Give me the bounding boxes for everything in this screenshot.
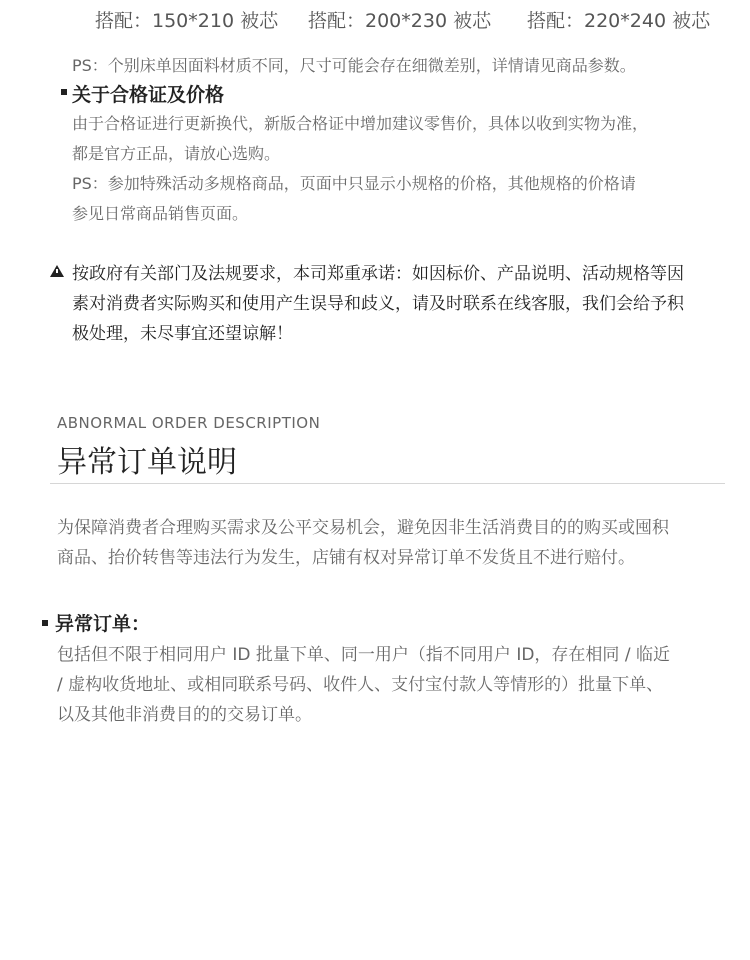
certificate-heading: 关于合格证及价格 bbox=[72, 84, 225, 106]
notice-line: 按政府有关部门及法规要求，本司郑重承诺：如因标价、产品说明、活动规格等因 bbox=[72, 264, 684, 284]
pairing-item: 搭配：150*210 被芯 bbox=[95, 10, 279, 32]
pairing-row bbox=[95, 6, 735, 36]
size-ps-note: PS：个别床单因面料材质不同，尺寸可能会存在细微差别，详情请见商品参数。 bbox=[72, 56, 636, 75]
detail-line: / 虚构收货地址、或相同联系号码、收件人、支付宝付款人等情形的）批量下单、 bbox=[57, 675, 664, 695]
abnormal-detail bbox=[57, 640, 670, 730]
section-title-en: ABNORMAL ORDER DESCRIPTION bbox=[57, 414, 321, 432]
section-title: 异常订单说明 bbox=[57, 445, 237, 480]
legal-notice bbox=[72, 259, 684, 349]
notice-line: 素对消费者实际购买和使用产生误导和歧义，请及时联系在线客服，我们会给予积 bbox=[72, 294, 684, 314]
intro-line: 商品、抬价转售等违法行为发生，店铺有权对异常订单不发货且不进行赔付。 bbox=[57, 548, 635, 568]
abnormal-intro bbox=[57, 513, 669, 573]
bullet-square-icon bbox=[61, 89, 67, 95]
divider bbox=[50, 483, 725, 484]
certificate-line: 参见日常商品销售页面。 bbox=[72, 204, 249, 223]
certificate-line: PS：参加特殊活动多规格商品，页面中只显示小规格的价格，其他规格的价格请 bbox=[72, 174, 636, 193]
intro-line: 为保障消费者合理购买需求及公平交易机会，避免因非生活消费目的的购买或囤积 bbox=[57, 518, 669, 538]
certificate-text bbox=[72, 109, 648, 229]
certificate-line: 由于合格证进行更新换代，新版合格证中增加建议零售价，具体以收到实物为准， bbox=[72, 114, 649, 133]
detail-line: 以及其他非消费目的的交易订单。 bbox=[57, 705, 312, 725]
pairing-item: 搭配：220*240 被芯 bbox=[527, 10, 711, 32]
bullet-square-icon bbox=[42, 620, 48, 626]
pairing-item: 搭配：200*230 被芯 bbox=[308, 10, 492, 32]
notice-line: 极处理，未尽事宜还望谅解！ bbox=[72, 324, 293, 344]
detail-line: 包括但不限于相同用户 ID 批量下单、同一用户（指不同用户 ID，存在相同 / 临近 bbox=[57, 645, 670, 665]
certificate-line: 都是官方正品，请放心选购。 bbox=[72, 144, 281, 163]
abnormal-subheading: 异常订单： bbox=[55, 613, 151, 635]
warning-icon bbox=[50, 265, 64, 277]
